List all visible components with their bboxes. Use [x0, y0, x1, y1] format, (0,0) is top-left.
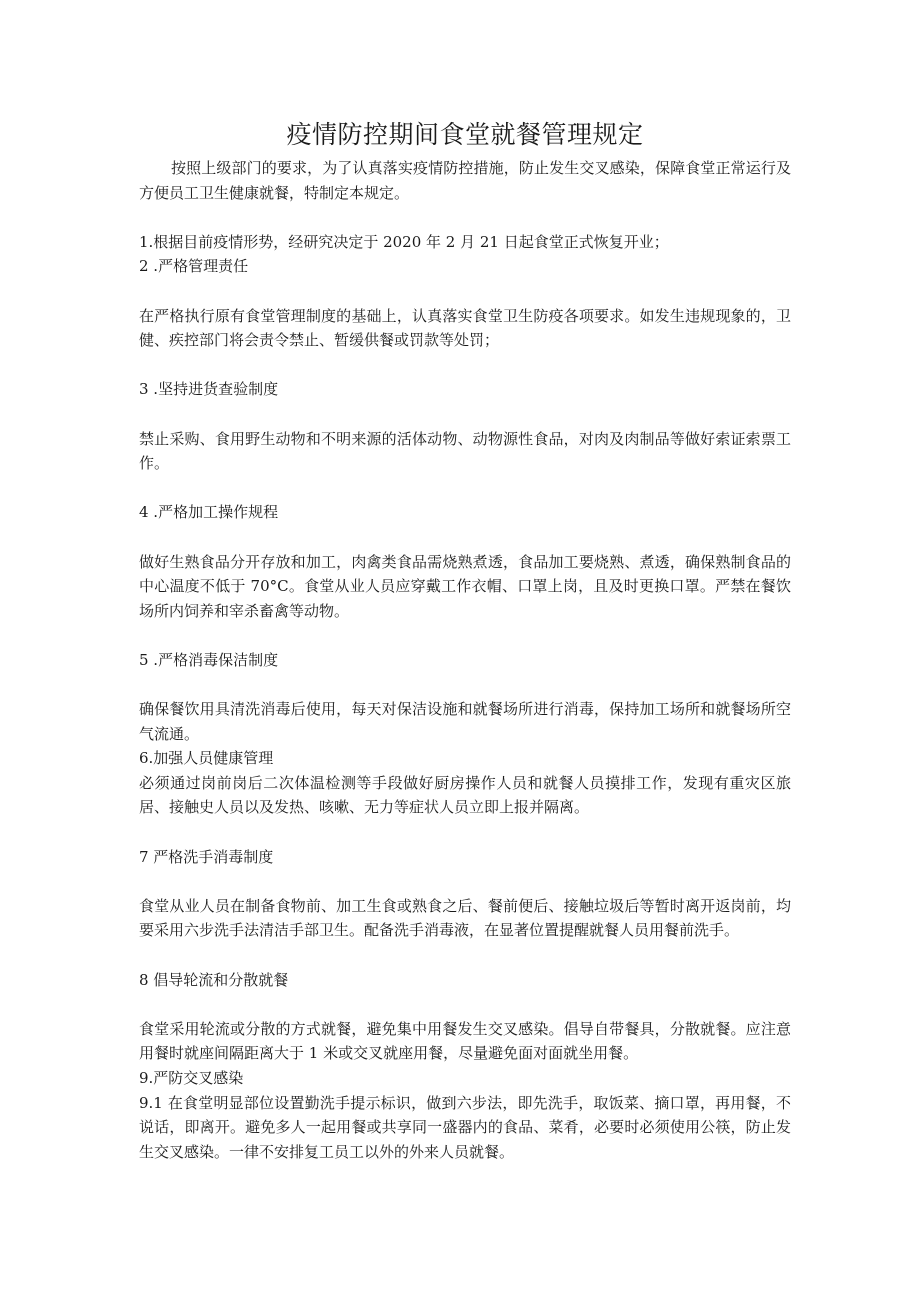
item-1: 1.根据目前疫情形势，经研究决定于 2020 年 2 月 21 日起食堂正式恢复开业； — [139, 232, 669, 251]
paragraph-4: 做好生熟食品分开存放和加工，肉禽类食品需烧熟煮透，食品加工要烧熟、煮透，确保熟制食品的中心温度不低于 70°C。食堂从业人员应穿戴工作衣帽、口罩上岗，且及时更换口罩。严禁在餐饮场所内饲养和宰杀畜禽等动物。 — [139, 552, 791, 620]
heading-5: 5 .严格消毒保洁制度 — [139, 650, 279, 669]
heading-9: 9.严防交叉感染 — [139, 1068, 244, 1087]
spacer — [139, 992, 791, 1017]
heading-3: 3 .坚持进货查验制度 — [139, 380, 279, 399]
spacer — [139, 205, 791, 230]
spacer — [139, 820, 791, 845]
heading-2: 2 .严格管理责任 — [139, 257, 249, 276]
spacer — [139, 353, 791, 378]
paragraph-3: 禁止采购、食用野生动物和不明来源的活体动物、动物源性食品，对肉及肉制品等做好索证索票工作。 — [139, 429, 791, 473]
spacer — [139, 525, 791, 550]
spacer — [139, 672, 791, 697]
document-title: 疫情防控期间食堂就餐管理规定 — [286, 120, 644, 149]
spacer — [139, 869, 791, 894]
spacer — [139, 402, 791, 427]
paragraph-5: 确保餐饮用具清洗消毒后使用，每天对保洁设施和就餐场所进行消毒，保持加工场所和就餐场所空气流通。 — [139, 700, 791, 743]
paragraph-9: 9.1 在食堂明显部位设置勤洗手提示标识，做到六步法，即先洗手，取饭菜、摘口罩，再用餐，不说话，即离开。避免多人一起用餐或共享同一盛器内的食品、菜肴，必要时必须使用公筷，防止发生交叉感染。一律不安排复工员工以外的外来人员就餐。 — [139, 1093, 791, 1161]
spacer — [139, 279, 791, 304]
heading-4: 4 .严格加工操作规程 — [139, 503, 279, 522]
intro-paragraph: 按照上级部门的要求，为了认真落实疫情防控措施，防止发生交叉感染，保障食堂正常运行及方便员工卫生健康就餐，特制定本规定。 — [139, 159, 791, 202]
paragraph-7: 食堂从业人员在制备食物前、加工生食或熟食之后、餐前便后、接触垃圾后等暂时离开返岗前，均要采用六步洗手法清洁手部卫生。配备洗手消毒液，在显著位置提醒就餐人员用餐前洗手。 — [139, 896, 791, 940]
spacer — [139, 476, 791, 501]
heading-7: 7 严格洗手消毒制度 — [139, 847, 274, 866]
paragraph-6: 必须通过岗前岗后二次体温检测等手段做好厨房操作人员和就餐人员摸排工作，发现有重灾区旅居、接触史人员以及发热、咳嗽、无力等症状人员立即上报并隔离。 — [139, 773, 791, 817]
heading-6: 6.加强人员健康管理 — [139, 749, 274, 768]
heading-8: 8 倡导轮流和分散就餐 — [139, 970, 289, 989]
paragraph-2: 在严格执行原有食堂管理制度的基础上，认真落实食堂卫生防疫各项要求。如发生违规现象的，卫健、疾控部门将会责令禁止、暂缓供餐或罚款等处罚； — [139, 306, 791, 350]
spacer — [139, 943, 791, 968]
paragraph-8: 食堂采用轮流或分散的方式就餐，避免集中用餐发生交叉感染。倡导自带餐具，分散就餐。应注意用餐时就座间隔距离大于 1 米或交叉就座用餐，尽量避免面对面就坐用餐。 — [139, 1019, 791, 1063]
spacer — [139, 623, 791, 648]
document-page — [139, 118, 791, 1164]
